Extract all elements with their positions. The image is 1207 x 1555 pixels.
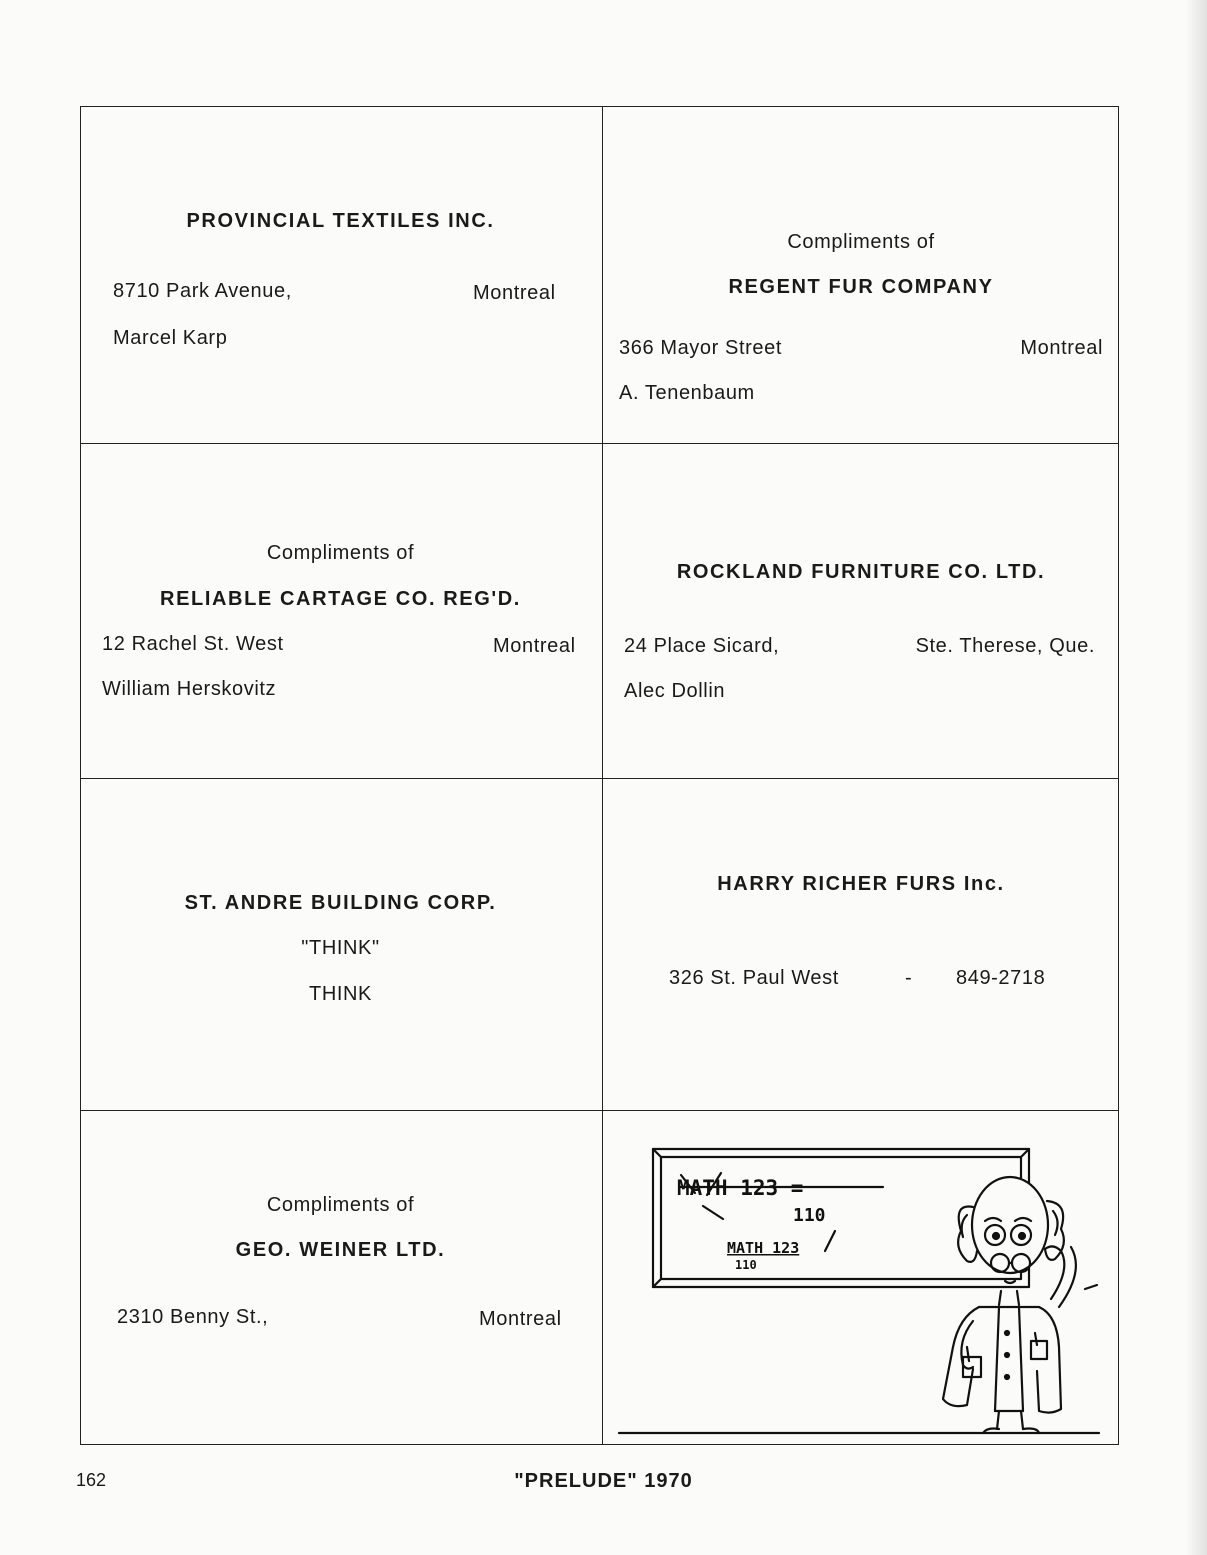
- ad-address: 8710 Park Avenue,: [113, 280, 292, 302]
- professor-illustration: [603, 1111, 1119, 1445]
- ad-city: Montreal: [1020, 337, 1103, 359]
- ad-reliable-cartage: [81, 444, 600, 778]
- blackboard-text: MATH 123 =: [677, 1176, 804, 1200]
- ad-address: 2310 Benny St.,: [117, 1306, 269, 1328]
- ad-contact: Alec Dollin: [624, 680, 726, 702]
- ad-contact: William Herskovitz: [102, 678, 277, 700]
- ad-regent-fur: [603, 107, 1119, 441]
- ad-city: Ste. Therese, Que.: [915, 635, 1095, 657]
- ad-city: Montreal: [493, 635, 576, 657]
- ad-separator: -: [905, 967, 913, 989]
- page-edge-shadow: [1185, 0, 1207, 1555]
- ad-city: Montreal: [479, 1308, 562, 1330]
- ad-slogan: "THINK": [301, 937, 380, 959]
- ad-address: 24 Place Sicard,: [624, 635, 780, 657]
- ad-geo-weiner: [81, 1111, 600, 1445]
- page-number: 162: [76, 1470, 107, 1490]
- ad-title: ROCKLAND FURNITURE CO. LTD.: [676, 561, 1046, 583]
- blackboard-text: 110: [735, 1258, 757, 1272]
- ad-city: Montreal: [473, 282, 556, 304]
- ad-address: 326 St. Paul West: [669, 967, 839, 989]
- blackboard-text: 110: [793, 1205, 826, 1226]
- blackboard-text: MATH 123: [727, 1239, 800, 1257]
- ad-rockland-furniture: [603, 444, 1119, 778]
- ad-slogan: THINK: [309, 983, 372, 1005]
- ad-harry-richer-furs: [603, 779, 1119, 1113]
- ad-contact: Marcel Karp: [113, 327, 228, 349]
- ad-address: 12 Rachel St. West: [102, 633, 284, 655]
- ad-address: 366 Mayor Street: [619, 337, 783, 359]
- ad-contact: A. Tenenbaum: [619, 382, 755, 404]
- professor-head: [972, 1177, 1048, 1273]
- ad-intro: Compliments of: [266, 542, 415, 564]
- ad-phone: 849-2718: [956, 967, 1046, 989]
- cartoon-professor-blackboard: [603, 1111, 1119, 1445]
- ad-provincial-textiles: [81, 107, 600, 441]
- ad-grid: [80, 106, 1119, 1445]
- ad-title: HARRY RICHER FURS Inc.: [717, 873, 1005, 895]
- yearbook-caption: "PRELUDE" 1970: [514, 1470, 693, 1492]
- ad-title: ST. ANDRE BUILDING CORP.: [184, 892, 497, 914]
- ad-title: REGENT FUR COMPANY: [728, 276, 994, 298]
- ad-title: GEO. WEINER LTD.: [235, 1239, 446, 1261]
- ad-intro: Compliments of: [787, 231, 935, 253]
- ad-st-andre-building: [81, 779, 600, 1113]
- ad-title: RELIABLE CARTAGE CO. REG'D.: [160, 588, 521, 610]
- ad-intro: Compliments of: [266, 1194, 415, 1216]
- ad-title: PROVINCIAL TEXTILES INC.: [186, 210, 495, 232]
